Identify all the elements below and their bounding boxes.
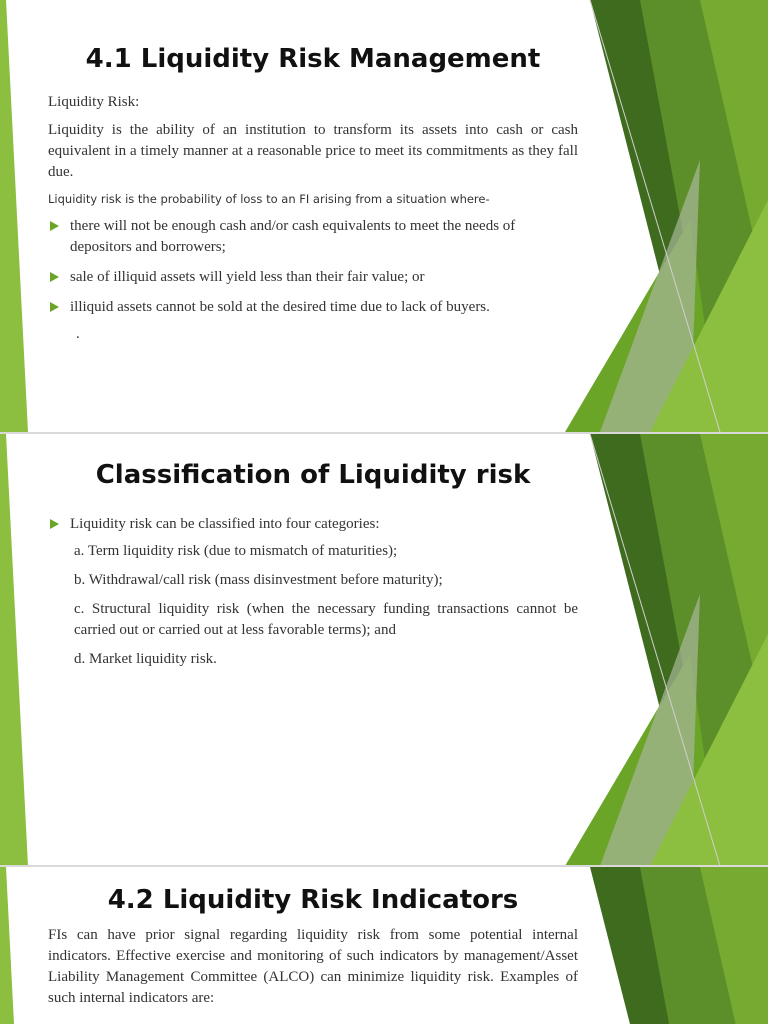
- slide-title: Classification of Liquidity risk: [95, 460, 531, 490]
- left-edge-shape: [0, 0, 28, 432]
- left-edge-shape: [0, 434, 28, 865]
- slide-body: [48, 514, 578, 678]
- slide-body: [48, 92, 578, 341]
- right-low-shape: [565, 220, 720, 432]
- list-item: illiquid assets cannot be sold at the desired time due to lack of buyers.: [48, 297, 578, 318]
- slide-1: [0, 0, 768, 432]
- list-item: there will not be enough cash and/or cash equivalents to meet the needs of depositors and borrowers;: [48, 216, 578, 258]
- triangle-bullet-icon: [50, 221, 59, 231]
- liquidity-definition: Liquidity is the ability of an institution to transform its assets into cash or cash equivalent in a timely manner at a reasonable price to meet its commitments as they fall due.: [48, 122, 578, 180]
- category-item: c. Structural liquidity risk (when the necessary funding transactions cannot be carried out or carried out at less favorable terms); and: [74, 601, 578, 638]
- category-item: b. Withdrawal/call risk (mass disinvestment before maturity);: [74, 572, 443, 588]
- liquidity-risk-intro: Liquidity risk is the probability of loss to an FI arising from a situation where-: [48, 192, 490, 206]
- right-low-shape: [565, 654, 720, 865]
- right-light-shape: [650, 200, 768, 432]
- thin-line: [590, 0, 720, 432]
- slide-title: 4.1 Liquidity Risk Management: [85, 44, 541, 74]
- left-edge-shape: [0, 867, 28, 1024]
- right-mid-shape: [640, 434, 768, 865]
- right-top-shape: [700, 867, 768, 1024]
- indicators-paragraph: FIs can have prior signal regarding liquidity risk from some potential internal indicators. Effective exercise and monitoring of such indicators by management/Asset Liability Management Committee (ALCO) can minimize liquidity risk. Examples of such internal indicators are:: [48, 927, 578, 1006]
- right-dark-shape: [590, 434, 768, 865]
- right-mid-shape: [640, 0, 768, 432]
- right-mid-shape: [640, 867, 768, 1024]
- right-top-shape: [700, 434, 768, 734]
- classification-list: [48, 514, 578, 535]
- slide-body: [48, 925, 578, 1009]
- right-top-shape: [700, 0, 768, 300]
- trailing-mark: .: [76, 326, 80, 342]
- triangle-bullet-icon: [50, 519, 59, 529]
- right-dark-shape: [590, 0, 768, 432]
- slide-3: [0, 867, 768, 1024]
- right-grey-shape: [600, 160, 700, 432]
- right-light-shape: [650, 634, 768, 865]
- right-grey-shape: [600, 594, 700, 865]
- list-item: sale of illiquid assets will yield less than their fair value; or: [48, 267, 578, 288]
- list-item: Liquidity risk can be classified into four categories:: [48, 514, 578, 535]
- liquidity-risk-label: Liquidity Risk:: [48, 94, 140, 110]
- triangle-bullet-icon: [50, 302, 59, 312]
- category-item: d. Market liquidity risk.: [74, 651, 217, 667]
- triangle-bullet-icon: [50, 272, 59, 282]
- slide-2: [0, 434, 768, 865]
- category-item: a. Term liquidity risk (due to mismatch of maturities);: [74, 543, 398, 559]
- right-dark-shape: [590, 867, 768, 1024]
- thin-line: [590, 434, 720, 865]
- risk-situations-list: [48, 216, 578, 318]
- slide-title: 4.2 Liquidity Risk Indicators: [107, 885, 519, 915]
